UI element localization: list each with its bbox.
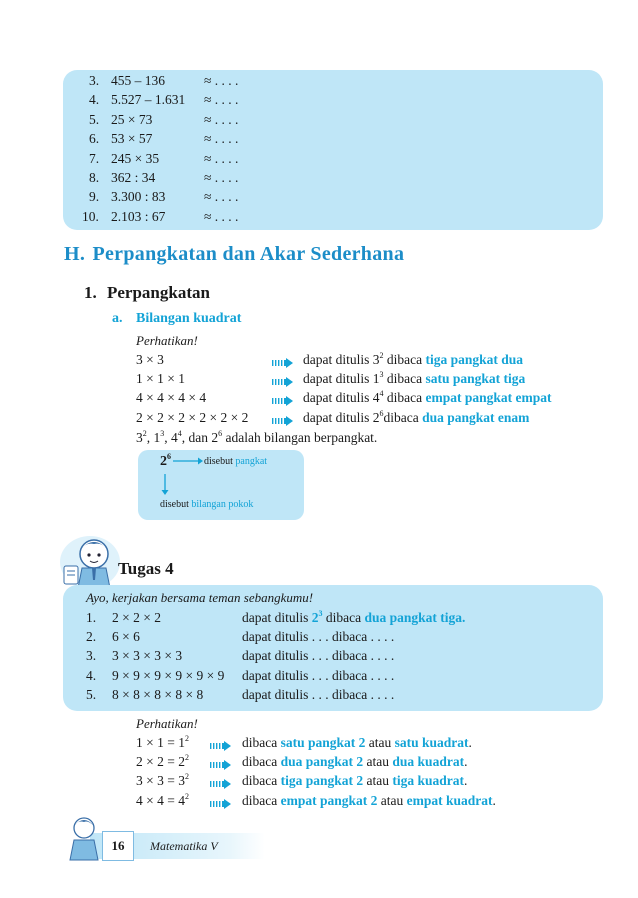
square-lhs: 1 × 1 = 1: [136, 735, 185, 750]
perhatikan-label-1: Perhatikan!: [136, 333, 198, 348]
summary-base-3: , 4: [164, 430, 178, 445]
estimation-expression: 455 – 136: [111, 73, 165, 88]
square-reading: [242, 734, 472, 752]
base-caption-label: disebut: [160, 499, 192, 510]
estimation-answer-blank: ≈ . . . .: [204, 208, 239, 224]
square-lhs: 3 × 3 = 3: [136, 773, 185, 789]
subheading-a-letter: a.: [112, 311, 123, 326]
power-reading: [303, 370, 525, 388]
power-read-prefix: dibaca: [383, 409, 423, 425]
square-lhs: 2 × 2 = 2: [136, 754, 185, 770]
square-reading: [242, 792, 496, 810]
power-written-prefix: dapat ditulis 2: [303, 409, 380, 425]
power-read-prefix: dibaca: [383, 371, 426, 387]
summary-exp-4: 6: [218, 429, 223, 438]
power-written-prefix: dapat ditulis 1: [303, 371, 380, 387]
power-read-text: empat pangkat empat: [425, 390, 552, 406]
estimation-number: 5.: [89, 111, 100, 127]
power-exponent: 3: [379, 370, 384, 380]
estimation-number: 4.: [89, 92, 100, 108]
power-diagram: [138, 450, 304, 520]
estimation-number: 3.: [89, 73, 100, 88]
summary-exp-2: 3: [160, 429, 165, 438]
task-exponent: 3: [318, 609, 323, 618]
task-number: 1.: [86, 610, 97, 625]
task-answer: [242, 609, 465, 627]
power-read-text: tiga pangkat dua: [425, 352, 524, 367]
estimation-expression: 25 × 73: [111, 111, 153, 127]
square-read-square: tiga kuadrat: [392, 773, 465, 789]
student-mascot-icon: [58, 532, 122, 592]
subheading-a-title: Bilangan kuadrat: [136, 311, 242, 326]
task-number: 4.: [86, 667, 97, 683]
perhatikan-label-2: Perhatikan!: [136, 716, 198, 731]
estimation-expression: 5.527 – 1.631: [111, 92, 186, 108]
square-expression: [136, 772, 189, 790]
power-read-text: satu pangkat tiga: [425, 371, 526, 387]
arrow-right-icon: [210, 757, 232, 767]
summary-base-2: , 1: [146, 430, 161, 445]
power-expression: 1 × 1 × 1: [136, 371, 185, 387]
power-exponent: 6: [379, 408, 384, 418]
power-reading: [303, 409, 529, 427]
power-reading: [303, 351, 523, 369]
square-reading: [242, 753, 467, 771]
tugas-intro: Ayo, kerjakan bersama teman sebangkumu!: [86, 590, 314, 605]
task-read-prefix: dibaca: [322, 610, 365, 625]
estimation-expression: 245 × 35: [111, 150, 160, 166]
power-expression: 3 × 3: [136, 352, 164, 367]
estimation-answer-blank: ≈ . . . .: [204, 92, 239, 108]
task-number: 3.: [86, 648, 97, 664]
estimation-number: 7.: [89, 150, 100, 166]
task-written-prefix: dapat ditulis: [242, 610, 312, 625]
estimation-expression: 2.103 : 67: [111, 208, 166, 224]
power-exponent: 2: [379, 351, 384, 360]
section-title: Perpangkatan dan Akar Sederhana: [92, 243, 405, 265]
estimation-answer-blank: ≈ . . . .: [204, 170, 239, 185]
estimation-answer-blank: ≈ . . . .: [204, 150, 239, 166]
page-number-box: [102, 831, 134, 861]
exponent-caption-term: pangkat: [235, 456, 268, 467]
summary-exp-3: 4: [177, 429, 182, 438]
square-exponent: 2: [184, 772, 189, 782]
power-written-prefix: dapat ditulis 4: [303, 390, 380, 406]
square-reading: [242, 772, 467, 790]
square-read-square: dua kuadrat: [392, 754, 465, 770]
task-expression: 8 × 8 × 8 × 8 × 8: [112, 686, 204, 702]
arrow-right-icon: [272, 393, 294, 403]
square-read-or: atau: [365, 735, 395, 750]
square-read-or: atau: [377, 792, 407, 808]
estimation-answer-blank: ≈ . . . .: [204, 189, 239, 205]
diagram-base: 2: [160, 454, 167, 469]
task-answer-blank: dapat ditulis . . . dibaca . . . .: [242, 648, 395, 664]
power-read-text: dua pangkat enam: [422, 409, 530, 425]
square-read-power: empat pangkat 2: [280, 792, 378, 808]
task-answer: [242, 647, 394, 665]
base-caption-term: bilangan pokok: [191, 499, 254, 510]
power-summary: [136, 429, 377, 447]
subheading-1: [84, 283, 210, 303]
square-lhs: 4 × 4 = 4: [136, 792, 185, 808]
arrow-right-icon: [210, 738, 232, 748]
square-read-or: atau: [363, 773, 393, 789]
arrow-right-icon: [210, 776, 232, 786]
estimation-expression: 53 × 57: [111, 131, 153, 147]
square-expression: [136, 753, 189, 771]
estimation-number: 10.: [82, 208, 99, 224]
task-expression: 6 × 6: [112, 629, 140, 645]
task-end: .: [462, 610, 466, 625]
task-expression: 2 × 2 × 2: [112, 610, 161, 625]
power-expression: 4 × 4 × 4 × 4: [136, 390, 207, 406]
estimation-expression: 362 : 34: [111, 170, 156, 185]
subheading-a: [112, 311, 241, 327]
power-reading: [303, 389, 552, 407]
task-expression: 9 × 9 × 9 × 9 × 9 × 9: [112, 667, 225, 683]
diagram-exponent: 6: [167, 452, 171, 461]
square-read-or: atau: [363, 754, 393, 770]
estimation-answer-blank: ≈ . . . .: [204, 131, 239, 147]
square-read-power: tiga pangkat 2: [280, 773, 364, 789]
square-end: .: [492, 792, 496, 808]
book-title: Matematika V: [150, 839, 218, 853]
task-answer: [242, 686, 394, 704]
exponent-arrow-icon: [172, 456, 204, 466]
estimation-expression: 3.300 : 83: [111, 189, 166, 205]
square-read-prefix: dibaca: [242, 735, 281, 750]
task-number: 5.: [86, 686, 97, 702]
square-read-prefix: dibaca: [242, 754, 281, 770]
power-written-prefix: dapat ditulis 3: [303, 352, 380, 367]
task-number: 2.: [86, 629, 97, 645]
tugas-title: Tugas 4: [118, 559, 174, 578]
summary-base-4: , dan 2: [181, 430, 219, 445]
summary-base-1: 3: [136, 430, 143, 445]
summary-tail: adalah bilangan berpangkat.: [222, 430, 378, 445]
estimation-answer-blank: ≈ . . . .: [204, 111, 239, 127]
base-arrow-icon: [160, 474, 170, 496]
task-expression: 3 × 3 × 3 × 3: [112, 648, 183, 664]
square-expression: [136, 792, 189, 810]
base-caption: [160, 499, 253, 510]
square-read-power: dua pangkat 2: [280, 754, 364, 770]
arrow-right-icon: [210, 796, 232, 806]
footer-mascot-icon: [62, 814, 102, 864]
square-expression: [136, 734, 189, 752]
arrow-right-icon: [272, 374, 294, 384]
square-read-square: satu kuadrat: [394, 735, 469, 750]
task-answer: [242, 667, 394, 685]
power-read-prefix: dibaca: [383, 352, 426, 367]
subheading-1-number: 1.: [84, 283, 97, 302]
diagram-power: [160, 454, 171, 470]
estimation-answer-blank: ≈ . . . .: [204, 73, 239, 88]
section-letter: H.: [64, 243, 86, 265]
square-end: .: [464, 773, 468, 789]
task-answer: [242, 628, 394, 646]
task-answer-blank: dapat ditulis . . . dibaca . . . .: [242, 667, 395, 683]
estimation-number: 9.: [89, 189, 100, 205]
task-answer-blank: dapat ditulis . . . dibaca . . . .: [242, 686, 395, 702]
task-answer-blank: dapat ditulis . . . dibaca . . . .: [242, 629, 395, 645]
task-read-text: dua pangkat tiga: [364, 610, 463, 625]
square-read-prefix: dibaca: [242, 773, 281, 789]
square-exponent: 2: [184, 734, 189, 743]
exponent-caption: [204, 456, 267, 467]
summary-exp-1: 2: [142, 429, 147, 438]
arrow-right-icon: [272, 355, 294, 365]
square-read-prefix: dibaca: [242, 792, 281, 808]
square-exponent: 2: [184, 753, 189, 763]
estimation-number: 6.: [89, 131, 100, 147]
square-exponent: 2: [184, 791, 189, 801]
power-read-prefix: dibaca: [383, 390, 426, 406]
square-read-power: satu pangkat 2: [280, 735, 366, 750]
square-end: .: [468, 735, 472, 750]
exponent-caption-label: disebut: [204, 456, 236, 467]
subheading-1-title: Perpangkatan: [107, 283, 210, 302]
page-number: 16: [111, 838, 125, 853]
section-heading: [64, 243, 404, 266]
task-value: 2: [311, 610, 319, 625]
power-expression: 2 × 2 × 2 × 2 × 2 × 2: [136, 409, 249, 425]
estimation-number: 8.: [89, 170, 100, 185]
square-end: .: [464, 754, 468, 770]
arrow-right-icon: [272, 413, 294, 423]
power-exponent: 4: [379, 389, 384, 399]
square-read-square: empat kuadrat: [406, 792, 493, 808]
